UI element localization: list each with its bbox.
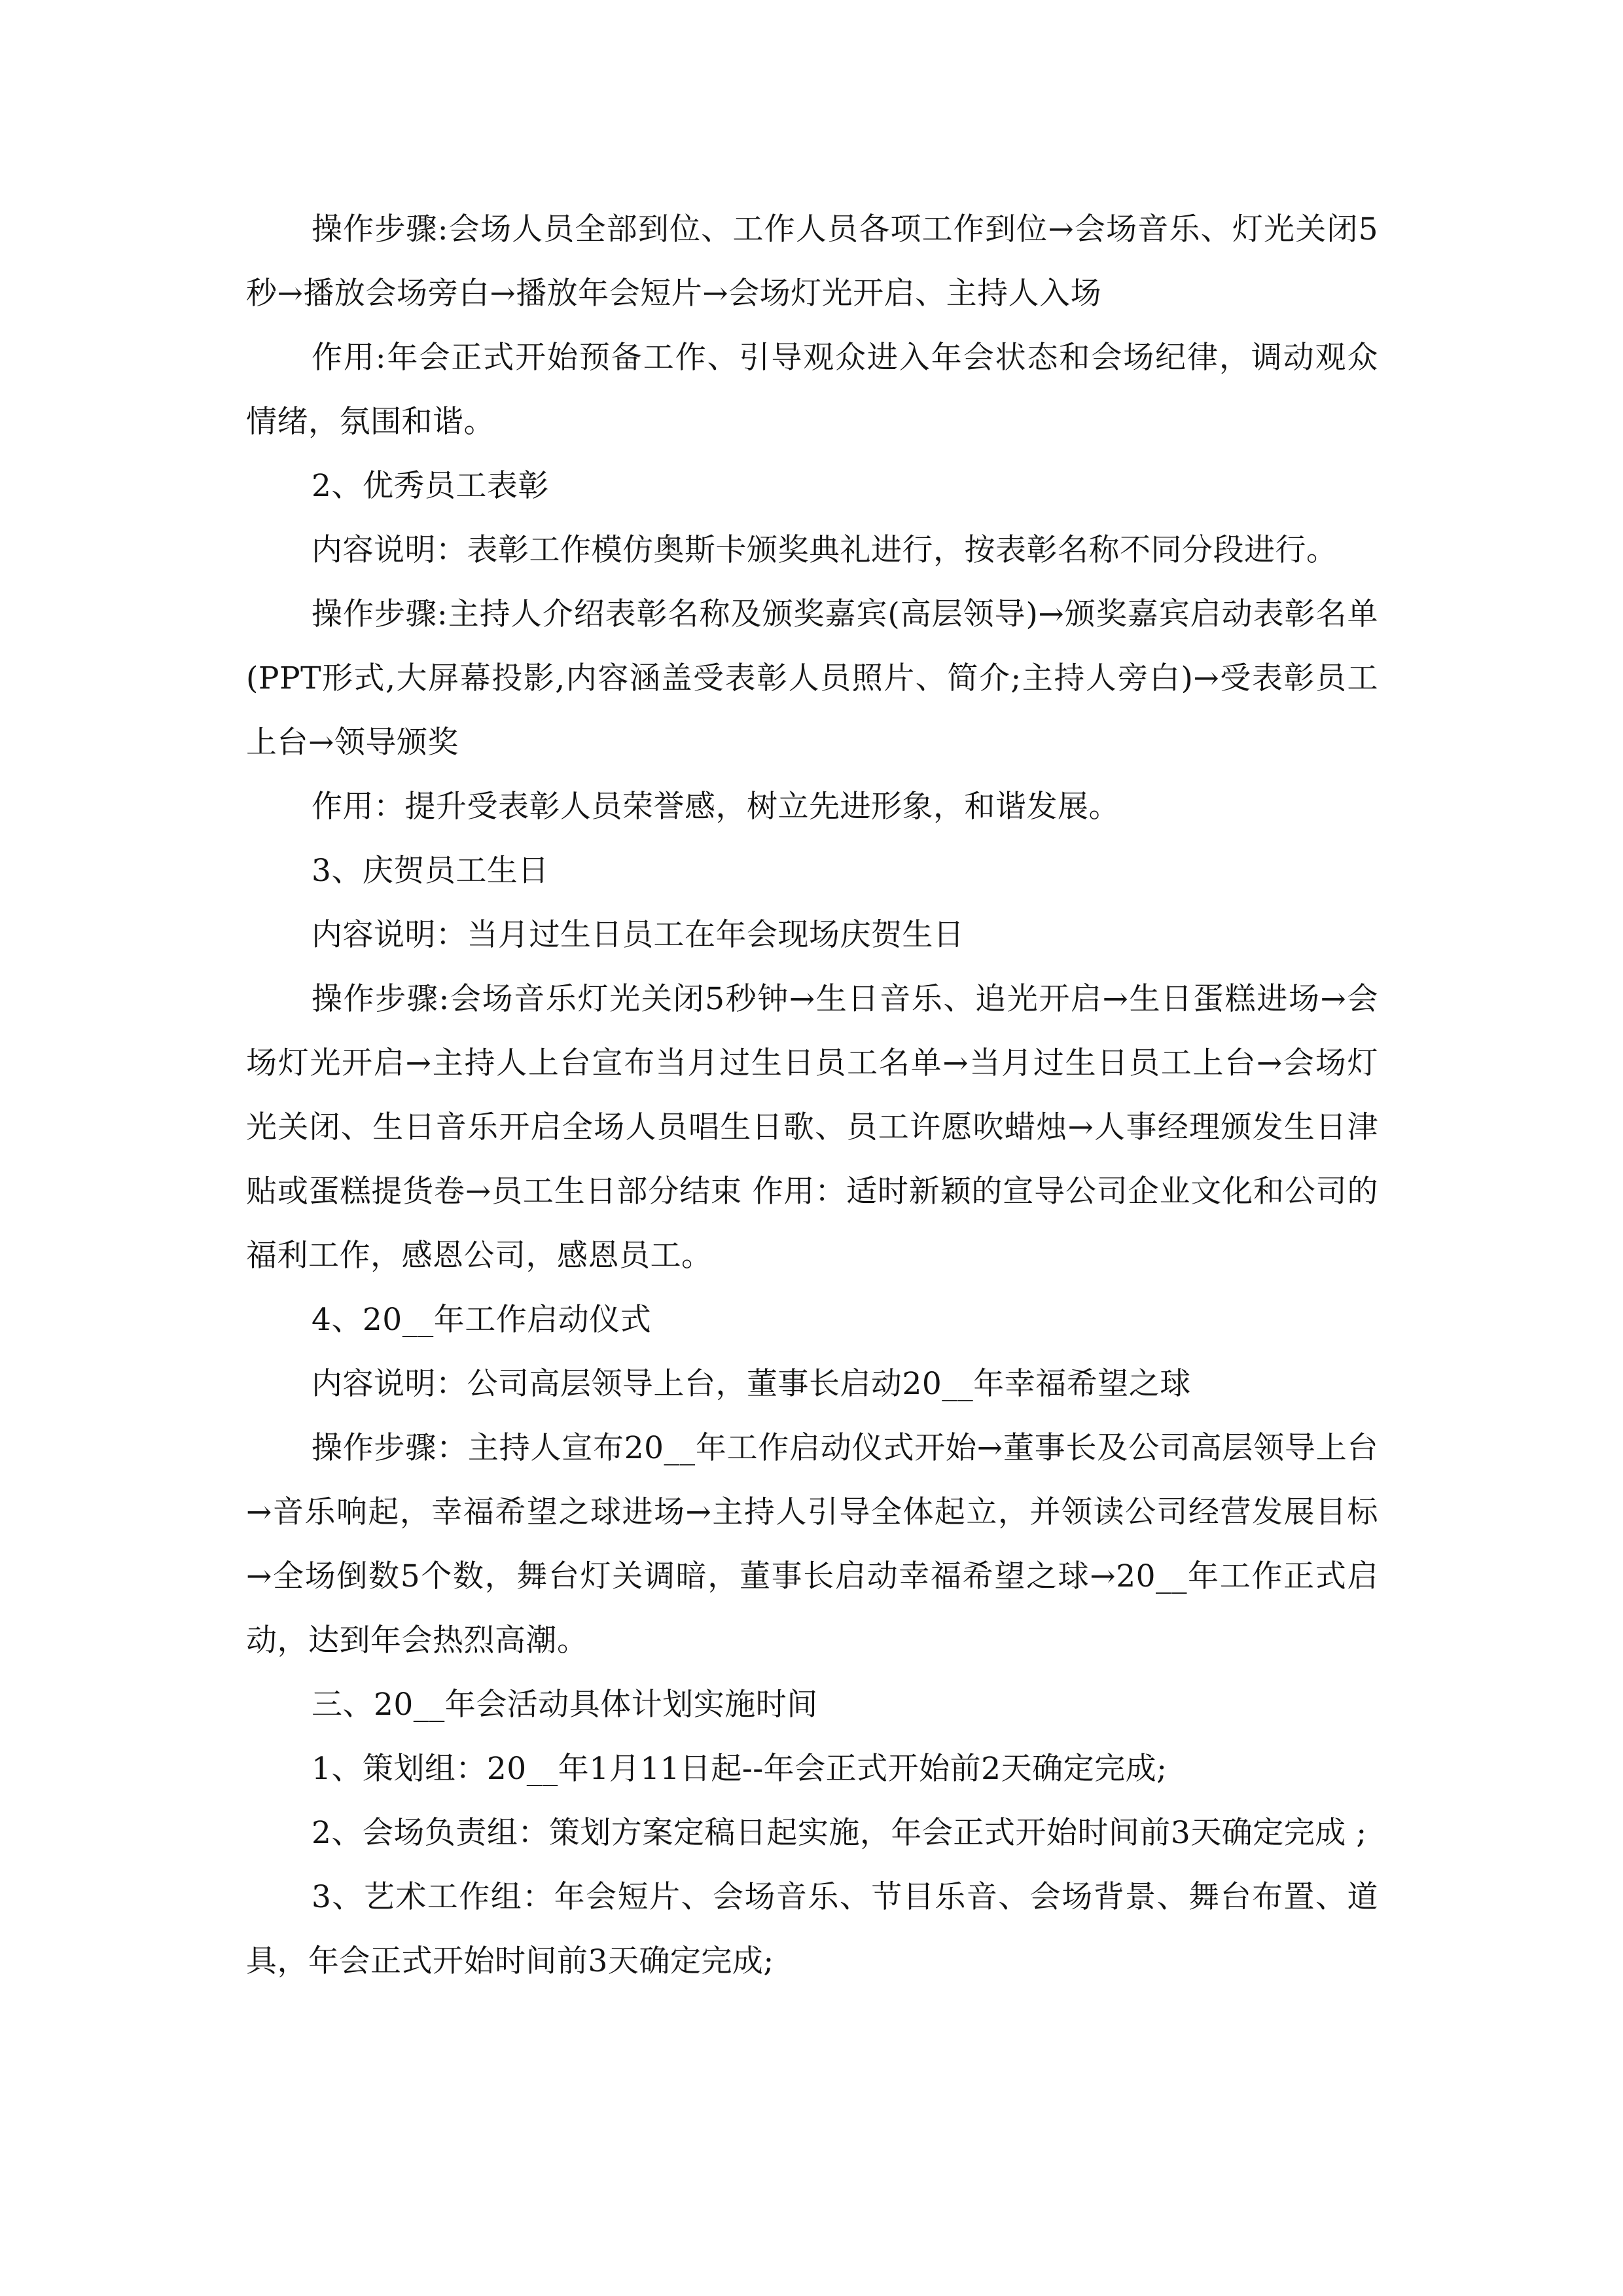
paragraph-content-birthday: 内容说明：当月过生日员工在年会现场庆贺生日	[312, 917, 965, 953]
section-heading-launch-ceremony: 4、20__年工作启动仪式	[312, 1302, 652, 1338]
paragraph-content-award: 内容说明：表彰工作模仿奥斯卡颁奖典礼进行，按表彰名称不同分段进行。	[312, 532, 1338, 568]
paragraph-operation-steps-award: 操作步骤:主持人介绍表彰名称及颁奖嘉宾(高层领导)→颁奖嘉宾启动表彰名单(PPT形式,大屏幕投影,内容涵盖受表彰人员照片、简介;主持人旁白)→受表彰员工上台→领导颁奖	[246, 596, 1378, 761]
paragraph-purpose-award: 作用：提升受表彰人员荣誉感，树立先进形象，和谐发展。	[312, 789, 1120, 825]
paragraph-schedule-venue-group: 2、会场负责组：策划方案定稿日起实施，年会正式开始时间前3天确定完成 ;	[312, 1815, 1367, 1851]
section-heading-schedule: 三、20__年会活动具体计划实施时间	[312, 1687, 818, 1723]
paragraph-content-launch: 内容说明：公司高层领导上台，董事长启动20__年幸福希望之球	[312, 1366, 1191, 1402]
paragraph-purpose-opening: 作用:年会正式开始预备工作、引导观众进入年会状态和会场纪律，调动观众情绪，氛围和谐。	[246, 340, 1378, 440]
section-heading-excellent-employee-award: 2、优秀员工表彰	[312, 468, 549, 504]
paragraph-operation-steps-opening: 操作步骤:会场人员全部到位、工作人员各项工作到位→会场音乐、灯光关闭5秒→播放会场旁白→播放年会短片→会场灯光开启、主持人入场	[246, 211, 1378, 312]
section-heading-birthday: 3、庆贺员工生日	[312, 853, 549, 889]
paragraph-operation-steps-birthday: 操作步骤:会场音乐灯光关闭5秒钟→生日音乐、追光开启→生日蛋糕进场→会场灯光开启→主持人上台宣布当月过生日员工名单→当月过生日员工上台→会场灯光关闭、生日音乐开启全场人员唱生日歌、员工许愿吹蜡烛→人事经理颁发生日津贴或蛋糕提货卷→员工生日部分结束 作用：适时新颖的宣导公司企业文化和公司的福利工作，感恩公司，感恩员工。	[246, 981, 1378, 1274]
paragraph-schedule-art-group: 3、艺术工作组：年会短片、会场音乐、节目乐音、会场背景、舞台布置、道具，年会正式开始时间前3天确定完成;	[246, 1879, 1378, 1979]
document-body	[246, 198, 1378, 1994]
paragraph-schedule-planning-group: 1、策划组：20__年1月11日起--年会正式开始前2天确定完成;	[312, 1751, 1168, 1787]
paragraph-operation-steps-launch: 操作步骤：主持人宣布20__年工作启动仪式开始→董事长及公司高层领导上台→音乐响起，幸福希望之球进场→主持人引导全体起立，并领读公司经营发展目标→全场倒数5个数，舞台灯关调暗，董事长启动幸福希望之球→20__年工作正式启动，达到年会热烈高潮。	[246, 1430, 1378, 1659]
